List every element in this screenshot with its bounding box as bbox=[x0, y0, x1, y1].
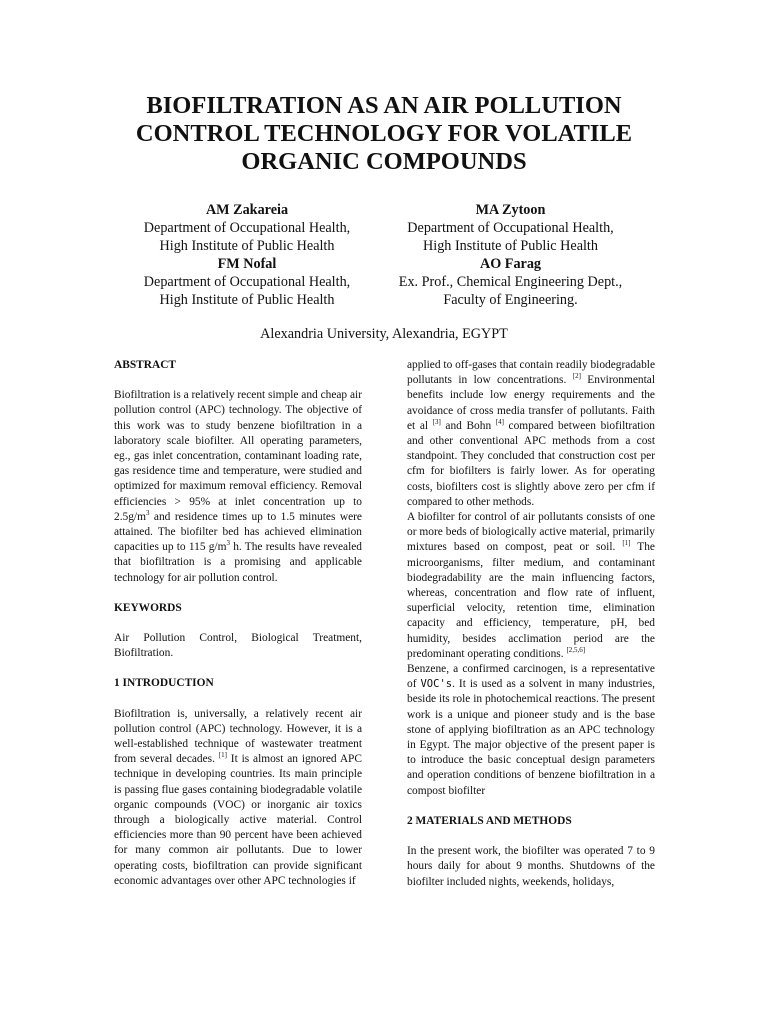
author-name: AM Zakareia bbox=[205, 202, 289, 218]
body-paragraph: A biofilter for control of air pollutants consists of one or more beds of biologically active material, primarily mixtures based on compost, peat or soil. [1] The microorganisms, filter medium, and contaminant biodegradability are the main influencing factors, whereas, concentration and flow rate of influent, superficial velocity, retention time, elimination capacity and efficiency, temperature, pH, bed humidity, besides acclimation period are the predominant operating conditions. [2,5,6] bbox=[407, 511, 655, 660]
author-column-right bbox=[383, 201, 638, 309]
left-column bbox=[114, 358, 362, 889]
author-affiliation: Faculty of Engineering. bbox=[443, 292, 578, 308]
methods-text: In the present work, the biofilter was operated 7 to 9 hours daily for about 9 months. Shutdowns of the biofilter included nights, weekends, holidays, bbox=[407, 845, 655, 888]
author-name: MA Zytoon bbox=[475, 202, 546, 218]
citation-ref: [2,5,6] bbox=[566, 646, 586, 655]
keywords-heading: KEYWORDS bbox=[114, 601, 182, 614]
citation-ref: [1] bbox=[622, 539, 631, 548]
title-line: CONTROL TECHNOLOGY FOR VOLATILE bbox=[135, 120, 633, 147]
materials-methods-heading: 2 MATERIALS AND METHODS bbox=[407, 814, 572, 827]
title-line: BIOFILTRATION AS AN AIR POLLUTION bbox=[146, 92, 622, 119]
author-affiliation: High Institute of Public Health bbox=[423, 238, 598, 254]
title-line: ORGANIC COMPOUNDS bbox=[241, 148, 527, 175]
keywords-text: Air Pollution Control, Biological Treatment, Biofiltration. bbox=[114, 632, 362, 660]
author-affiliation: High Institute of Public Health bbox=[159, 292, 335, 308]
author-affiliation: Department of Occupational Health, bbox=[143, 274, 351, 290]
right-column bbox=[407, 358, 655, 890]
body-paragraph: applied to off-gases that contain readily biodegradable pollutants in low concentrations. [2] Environmental benefits include low energy requirements and the avoidance of cross media transfer of pollutants. Faith et al [3] and Bohn [4] compared between biofiltration and other conventional APC methods from a cost standpoint. They concluded that construction cost per cfm for biofilters is fairly lower. As for operating costs, biofilters cost is slightly above zero per cfm if compared to other methods. bbox=[407, 359, 655, 508]
citation-ref: [4] bbox=[495, 418, 504, 427]
body-paragraph: Benzene, a confirmed carcinogen, is a representative of VOC's. It is used as a solvent in many industries, beside its role in photochemical reactions. The present work is a unique and pioneer study and is the base stone of applying biofiltration as an APC technology in Egypt. The major objective of the present paper is to introduce the basic conceptual design parameters and operation conditions of benzene biofiltration in a compost biofilter bbox=[407, 663, 655, 797]
author-affiliation: Ex. Prof., Chemical Engineering Dept., bbox=[398, 274, 623, 290]
abstract-text: Biofiltration is a relatively recent simple and cheap air pollution control (APC) technology. The objective of this work was to study benzene biofiltration in a laboratory scale biofilter. All operating parameters, eg., gas inlet concentration, contaminant loading rate, gas residence time and temperature, were studied and optimized for maximum removal efficiency. Removal efficiencies > 95% at inlet concentration up to $2.5g/m^3$ and residence times up to 1.5 minutes were attained. The biofilter bed has achieved elimination capacities up to 115 $g/m^3$ h. The results have revealed that biofiltration is a promising and applicable technology for air pollution control. bbox=[114, 389, 362, 584]
abstract-heading: ABSTRACT bbox=[114, 359, 177, 371]
citation-ref: [1] bbox=[218, 751, 227, 760]
author-column-left bbox=[112, 201, 382, 309]
author-name: AO Farag bbox=[479, 256, 542, 272]
author-affiliation: High Institute of Public Health bbox=[159, 238, 335, 254]
introduction-text: Biofiltration is, universally, a relatively recent air pollution control (APC) technology. However, it is a well-established technique of wastewater treatment from several decades. [1] It is almost an ignored APC technique in developing countries. Its main principle is passing flue gases containing biodegradable volatile organic compounds (VOC) or inorganic air toxics through a biologically active material. Control efficiencies more than 90 percent have been achieved for many common air pollutants. Due to lower operating costs, biofiltration can provide significant economic advantages over other APC technologies if bbox=[114, 707, 362, 887]
author-name: FM Nofal bbox=[217, 256, 277, 272]
author-affiliation: Department of Occupational Health, bbox=[143, 220, 351, 236]
author-affiliation: Department of Occupational Health, bbox=[407, 220, 614, 236]
introduction-heading: 1 INTRODUCTION bbox=[114, 677, 214, 690]
paper-title bbox=[0, 92, 768, 176]
institution-location: Alexandria University, Alexandria, EGYPT bbox=[260, 326, 508, 342]
citation-ref: [3] bbox=[432, 418, 441, 427]
citation-ref: [2] bbox=[572, 372, 581, 381]
